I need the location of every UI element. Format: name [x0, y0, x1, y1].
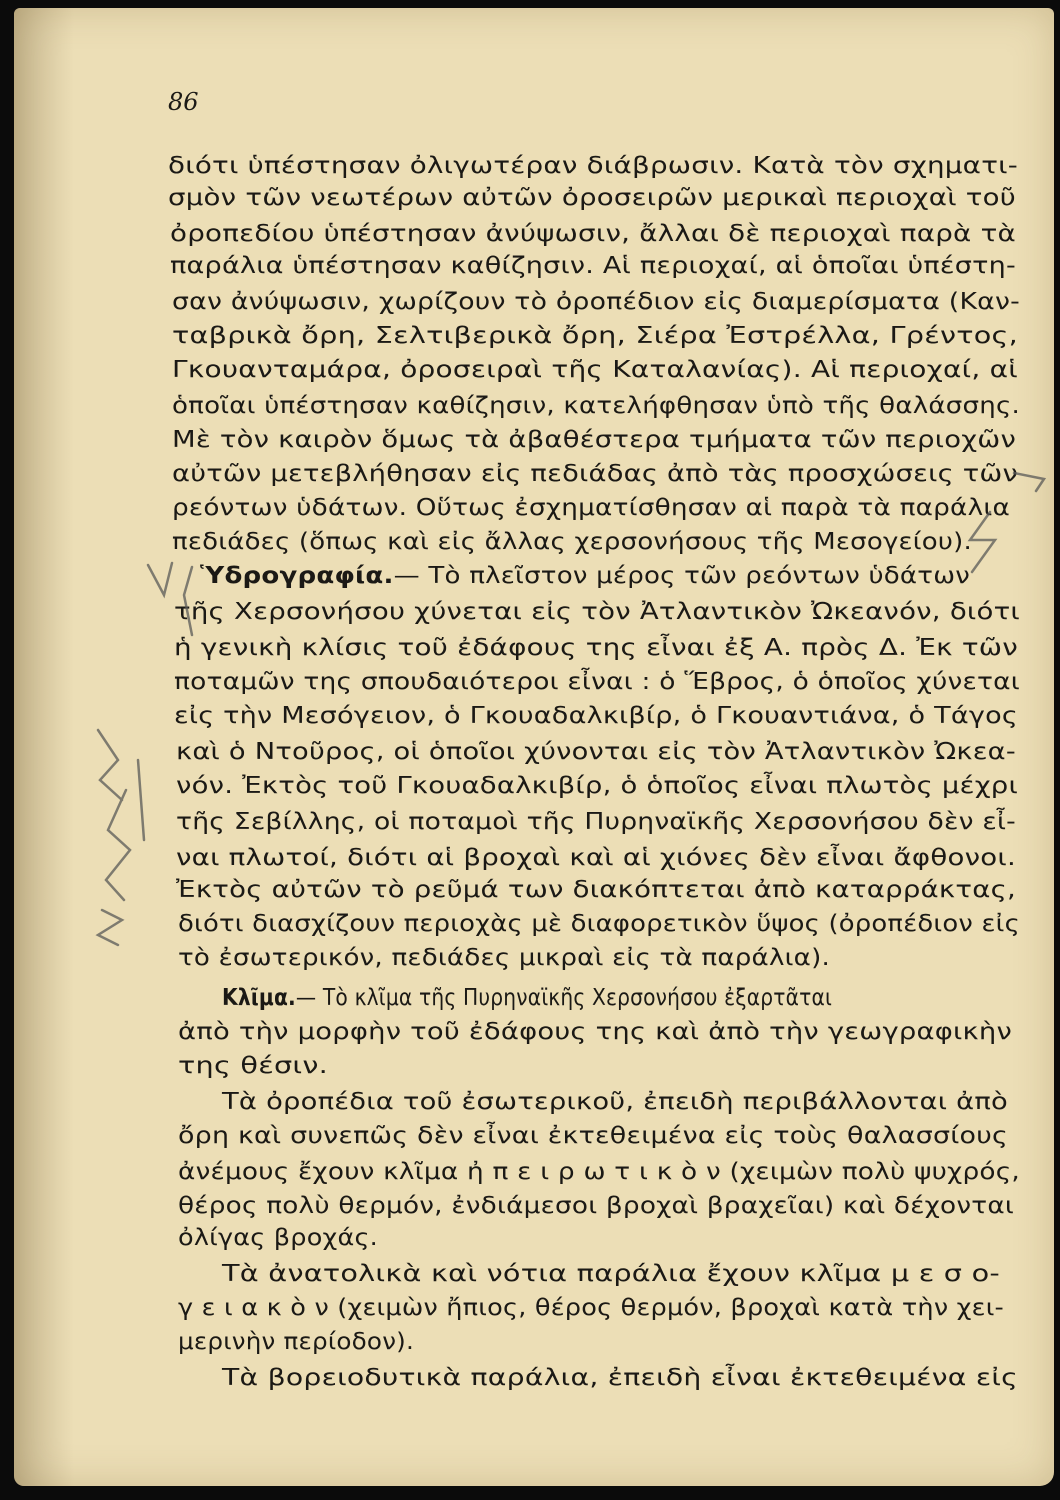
text-line: μερινὴν περίοδον). [178, 1327, 414, 1355]
text-line: Ἐκτὸς αὐτῶν τὸ ρεῦμά των διακόπτεται ἀπὸ καταρράκτας, [176, 875, 1016, 903]
heading-climate: Κλῖμα. [222, 983, 296, 1011]
text-line: ἀνέμους ἔχουν κλῖμα ἠ π ε ι ρ ω τ ι κ ὸ ν (χειμὼν πολὺ ψυχρός, [178, 1157, 1020, 1185]
text-line: ὀροπεδίου ὑπέστησαν ἀνύψωσιν, ἄλλαι δὲ περιοχαὶ παρὰ τὰ [170, 219, 1016, 247]
text-line: πεδιάδες (ὅπως καὶ εἰς ἄλλας χερσονήσους τῆς Μεσογείου). [172, 527, 972, 555]
text-line: τὸ ἐσωτερικόν, πεδιάδες μικραὶ εἰς τὰ παράλια). [178, 943, 830, 971]
text-line: παράλια ὑπέστησαν καθίζησιν. Αἱ περιοχαί, αἱ ὁποῖαι ὑπέστη- [170, 251, 1016, 279]
page-number: 86 [168, 88, 199, 116]
text-line: ἀπὸ τὴν μορφὴν τοῦ ἐδάφους της καὶ ἀπὸ τὴν γεωγραφικὴν [178, 1017, 1012, 1045]
text-line: αὐτῶν μετεβλήθησαν εἰς πεδιάδας ἀπὸ τὰς προσχώσεις τῶν [172, 459, 1018, 487]
text-line: ποταμῶν της σπουδαιότεροι εἶναι : ὁ Ἕβρος, ὁ ὁποῖος χύνεται [174, 667, 1020, 695]
text-line: νόν. Ἐκτὸς τοῦ Γκουαδαλκιβίρ, ὁ ὁποῖος εἶναι πλωτὸς μέχρι [176, 771, 1018, 799]
text-line: ρεόντων ὑδάτων. Οὕτως ἐσχηματίσθησαν αἱ παρὰ τὰ παράλια [172, 493, 1010, 521]
text-line: ναι πλωτοί, διότι αἱ βροχαὶ καὶ αἱ χιόνες δὲν εἶναι ἄφθονοι. [176, 843, 1016, 871]
pencil-bracket-mark [950, 510, 1010, 580]
pencil-scribble-mark [78, 720, 158, 950]
text-line: διότι διασχίζουν περιοχὰς μὲ διαφορετικὸν ὕψος (ὀροπέδιον εἰς [178, 909, 1020, 937]
text-line: Τὰ βορειοδυτικὰ παράλια, ἐπειδὴ εἶναι ἐκτεθειμένα εἰς [222, 1363, 1018, 1391]
text-line: εἰς τὴν Μεσόγειον, ὁ Γκουαδαλκιβίρ, ὁ Γκουαντιάνα, ὁ Τάγος [174, 701, 1018, 729]
text-line: Τὰ ὀροπέδια τοῦ ἐσωτερικοῦ, ἐπειδὴ περιβάλλονται ἀπὸ [222, 1087, 1008, 1115]
text-line [222, 982, 832, 1012]
text-line: τῆς Χερσονήσου χύνεται εἰς τὸν Ἀτλαντικὸν Ὠκεανόν, διότι [174, 597, 1020, 625]
text-line: ὄρη καὶ συνεπῶς δὲν εἶναι ἐκτεθειμένα εἰς τοὺς θαλασσίους [178, 1121, 1008, 1149]
pencil-arrow-mark [1010, 465, 1050, 495]
text-line: θέρος πολὺ θερμόν, ἐνδιάμεσοι βροχαὶ βραχεῖαι) καὶ δέχονται [178, 1191, 1014, 1219]
text-line: της θέσιν. [178, 1051, 328, 1079]
text-line: Μὲ τὸν καιρὸν ὅμως τὰ ἀβαθέστερα τμήματα τῶν περιοχῶν [172, 425, 1016, 453]
text-line: γ ε ι α κ ὸ ν (χειμὼν ἤπιος, θέρος θερμόν, βροχαὶ κατὰ τὴν χει- [178, 1293, 1005, 1321]
text-line-body: — Τὸ πλεῖστον μέρος τῶν ρεόντων ὑδάτων [393, 561, 970, 589]
text-line: ταβρικὰ ὄρη, Σελτιβερικὰ ὄρη, Σιέρα Ἐστρέλλα, Γρέντος, [172, 321, 1018, 349]
text-line: ὁποῖαι ὑπέστησαν καθίζησιν, κατελήφθησαν ὑπὸ τῆς θαλάσσης. [172, 391, 1020, 419]
text-line: διότι ὑπέστησαν ὀλιγωτέραν διάβρωσιν. Κατὰ τὸν σχηματι- [168, 151, 1018, 179]
text-line: Τὰ ἀνατολικὰ καὶ νότια παράλια ἔχουν κλῖμα μ ε σ ο- [222, 1259, 1000, 1287]
page-gutter-shadow [14, 8, 74, 1486]
text-line: σαν ἀνύψωσιν, χωρίζουν τὸ ὀροπέδιον εἰς διαμερίσματα (Καν- [172, 287, 1020, 315]
text-line-body: — Τὸ κλῖμα τῆς Πυρηναϊκῆς Χερσονήσου ἐξαρτᾶται [295, 983, 832, 1011]
text-line: τῆς Σεβίλλης, οἱ ποταμοὶ τῆς Πυρηναϊκῆς Χερσονήσου δὲν εἶ- [176, 807, 1016, 835]
text-line: σμὸν τῶν νεωτέρων αὐτῶν ὀροσειρῶν μερικαὶ περιοχαὶ τοῦ [168, 183, 1016, 211]
text-line [200, 560, 970, 590]
text-line: καὶ ὁ Ντοῦρος, οἱ ὁποῖοι χύνονται εἰς τὸν Ἀτλαντικὸν Ὠκεα- [176, 737, 1017, 765]
text-line: ὀλίγας βροχάς. [178, 1223, 378, 1251]
text-line: Γκουανταμάρα, ὀροσειραὶ τῆς Καταλανίας). Αἱ περιοχαί, αἱ [172, 355, 1019, 383]
text-line: ἡ γενικὴ κλίσις τοῦ ἐδάφους της εἶναι ἐξ Α. πρὸς Δ. Ἐκ τῶν [174, 633, 1019, 661]
pencil-margin-mark [140, 555, 210, 645]
heading-hydrography: Ὑδρογραφία. [200, 561, 394, 589]
